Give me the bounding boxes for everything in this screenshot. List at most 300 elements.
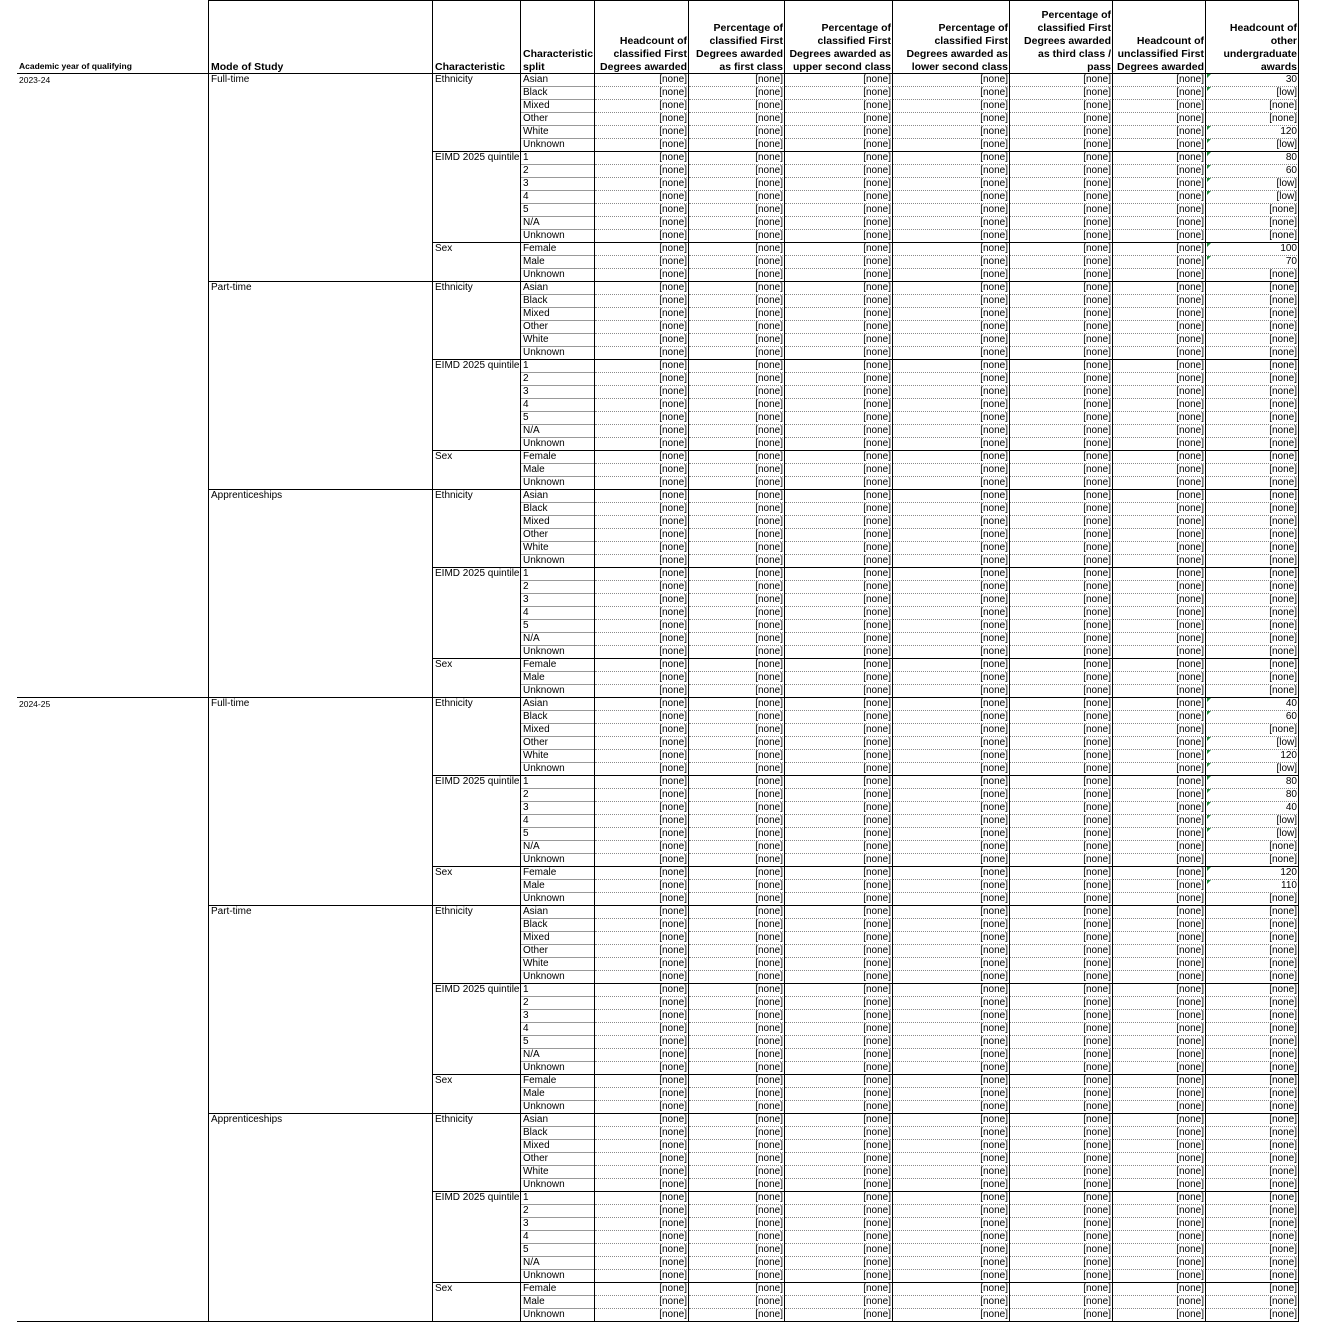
value-cell: [none] <box>893 1257 1010 1270</box>
value-cell: [none] <box>689 399 785 412</box>
value-cell: [none] <box>689 1127 785 1140</box>
value-cell: [none] <box>1113 295 1206 308</box>
value-cell: [none] <box>595 165 689 178</box>
value-cell: 110 <box>1206 880 1299 893</box>
table-row <box>17 126 1299 139</box>
value-cell: [none] <box>893 1218 1010 1231</box>
value-cell: [none] <box>1010 659 1113 672</box>
value-cell: [none] <box>893 451 1010 464</box>
value-cell: [none] <box>893 1296 1010 1309</box>
table-row <box>17 841 1299 854</box>
value-cell: [none] <box>1113 178 1206 191</box>
value-cell: [none] <box>689 1309 785 1322</box>
value-cell: [none] <box>785 659 893 672</box>
value-cell: [none] <box>595 724 689 737</box>
value-cell: [none] <box>1113 1244 1206 1257</box>
value-cell: [none] <box>785 581 893 594</box>
value-cell: [none] <box>1010 542 1113 555</box>
value-cell: [none] <box>689 1062 785 1075</box>
value-cell: [none] <box>689 425 785 438</box>
value-cell: [none] <box>689 1296 785 1309</box>
comment-flag-icon <box>1207 178 1211 182</box>
value-cell: [none] <box>689 1283 785 1296</box>
value-cell: [none] <box>1113 1296 1206 1309</box>
characteristic-split: 1 <box>521 152 595 165</box>
value-cell: [none] <box>595 659 689 672</box>
value-cell: [none] <box>1113 737 1206 750</box>
value-cell: [none] <box>689 555 785 568</box>
value-cell: [none] <box>1010 451 1113 464</box>
value-cell: [none] <box>595 386 689 399</box>
row-divider <box>433 1282 1299 1283</box>
value-cell: [none] <box>893 750 1010 763</box>
value-cell: [none] <box>893 659 1010 672</box>
value-cell: [none] <box>595 1062 689 1075</box>
characteristic-split: 4 <box>521 1231 595 1244</box>
value-cell: [none] <box>893 620 1010 633</box>
value-cell: [none] <box>1113 438 1206 451</box>
value-cell: [none] <box>1206 607 1299 620</box>
value-cell: [none] <box>1113 1257 1206 1270</box>
row-divider <box>433 567 1299 568</box>
value-cell: [none] <box>595 854 689 867</box>
value-cell: [none] <box>1010 516 1113 529</box>
column-divider <box>1112 0 1113 1322</box>
characteristic-split: 3 <box>521 178 595 191</box>
characteristic-split: 5 <box>521 620 595 633</box>
characteristic-split: Other <box>521 529 595 542</box>
characteristic-split: White <box>521 334 595 347</box>
comment-flag-icon <box>1207 880 1211 884</box>
value-cell: [none] <box>1113 815 1206 828</box>
value-cell: [none] <box>595 477 689 490</box>
characteristic-split: Unknown <box>521 1309 595 1322</box>
value-cell: [none] <box>893 581 1010 594</box>
value-cell: [none] <box>1206 334 1299 347</box>
value-cell: [none] <box>1113 1231 1206 1244</box>
value-cell: [none] <box>785 1296 893 1309</box>
characteristic-split: Unknown <box>521 685 595 698</box>
value-cell: [none] <box>785 399 893 412</box>
comment-flag-icon <box>1207 87 1211 91</box>
table-row <box>17 984 1299 997</box>
value-cell: [none] <box>1206 217 1299 230</box>
column-divider <box>520 0 521 1322</box>
value-cell: [none] <box>1010 139 1113 152</box>
value-cell: [none] <box>1113 451 1206 464</box>
value-cell: [none] <box>893 1205 1010 1218</box>
value-cell: [none] <box>785 685 893 698</box>
characteristic-split: Male <box>521 1088 595 1101</box>
characteristic-split: 1 <box>521 568 595 581</box>
characteristic-label: Ethnicity <box>435 74 473 85</box>
value-cell: [none] <box>689 854 785 867</box>
header-measure-1-text: Headcount of classified First Degrees awarded <box>600 35 687 73</box>
value-cell: [none] <box>1010 568 1113 581</box>
value-cell: [none] <box>1010 360 1113 373</box>
value-cell: [none] <box>785 737 893 750</box>
value-cell: [none] <box>595 334 689 347</box>
value-cell: [none] <box>689 152 785 165</box>
value-cell: [none] <box>595 217 689 230</box>
table-row <box>17 867 1299 880</box>
value-cell: [none] <box>1113 425 1206 438</box>
value-cell: [none] <box>1113 763 1206 776</box>
value-cell: [none] <box>785 893 893 906</box>
value-cell: [none] <box>595 971 689 984</box>
value-cell: [none] <box>1113 880 1206 893</box>
characteristic-label: Ethnicity <box>435 698 473 709</box>
value-cell: [none] <box>689 880 785 893</box>
value-cell: [none] <box>595 243 689 256</box>
value-cell: [none] <box>595 1218 689 1231</box>
column-divider <box>688 0 689 1322</box>
value-cell: [none] <box>785 854 893 867</box>
header-measure-3 <box>785 0 893 74</box>
value-cell: [none] <box>1113 399 1206 412</box>
value-cell: [none] <box>785 334 893 347</box>
value-cell: [none] <box>785 516 893 529</box>
value-cell: [none] <box>1010 230 1113 243</box>
value-cell: [none] <box>1010 607 1113 620</box>
value-cell: 120 <box>1206 750 1299 763</box>
value-cell: [none] <box>689 750 785 763</box>
value-cell: [none] <box>1113 308 1206 321</box>
value-cell: [none] <box>1113 555 1206 568</box>
value-cell: [none] <box>1113 1075 1206 1088</box>
value-cell: [none] <box>1010 1153 1113 1166</box>
table-body <box>17 74 1299 1322</box>
table-row <box>17 672 1299 685</box>
value-cell: [none] <box>1113 698 1206 711</box>
value-cell: [none] <box>893 100 1010 113</box>
value-cell: [none] <box>893 854 1010 867</box>
table-row <box>17 828 1299 841</box>
value-cell: [none] <box>1113 100 1206 113</box>
value-cell: [none] <box>785 165 893 178</box>
value-cell: [none] <box>785 932 893 945</box>
characteristic-split: Black <box>521 919 595 932</box>
value-cell: [none] <box>785 568 893 581</box>
value-cell: [none] <box>893 1127 1010 1140</box>
value-cell: [none] <box>893 256 1010 269</box>
value-cell: [none] <box>595 373 689 386</box>
value-cell: [none] <box>785 243 893 256</box>
value-cell: [none] <box>595 581 689 594</box>
value-cell: [none] <box>1113 321 1206 334</box>
value-cell: [none] <box>1206 399 1299 412</box>
value-cell: [none] <box>785 373 893 386</box>
value-cell: [none] <box>1010 529 1113 542</box>
value-cell: [none] <box>595 984 689 997</box>
value-cell: [none] <box>785 919 893 932</box>
value-cell: [none] <box>785 1257 893 1270</box>
characteristic-split: White <box>521 958 595 971</box>
value-cell: [none] <box>689 295 785 308</box>
row-divider <box>433 658 1299 659</box>
comment-flag-icon <box>1207 802 1211 806</box>
header-measure-3-text: Percentage of classified First Degrees awarded as upper second class <box>789 22 891 73</box>
value-cell: [none] <box>689 828 785 841</box>
value-cell: [none] <box>1206 542 1299 555</box>
value-cell: [none] <box>595 412 689 425</box>
value-cell: [none] <box>1206 451 1299 464</box>
value-cell: [none] <box>785 828 893 841</box>
value-cell: [none] <box>689 711 785 724</box>
value-cell: [none] <box>785 87 893 100</box>
value-cell: [none] <box>893 763 1010 776</box>
value-cell: [none] <box>785 724 893 737</box>
value-cell: [none] <box>1206 1231 1299 1244</box>
value-cell: [none] <box>1113 685 1206 698</box>
value-cell: [none] <box>689 126 785 139</box>
value-cell: [none] <box>893 282 1010 295</box>
characteristic-split: 3 <box>521 386 595 399</box>
value-cell: 80 <box>1206 152 1299 165</box>
characteristic-split: Mixed <box>521 1140 595 1153</box>
value-cell: [none] <box>595 555 689 568</box>
value-cell: [none] <box>595 295 689 308</box>
value-cell: [none] <box>1113 1179 1206 1192</box>
value-cell: [none] <box>1113 282 1206 295</box>
row-divider <box>433 1191 1299 1192</box>
value-cell: [none] <box>595 1309 689 1322</box>
mode-label: Part-time <box>211 282 252 293</box>
value-cell: [none] <box>893 269 1010 282</box>
value-cell: [none] <box>595 672 689 685</box>
value-cell: [none] <box>1010 1140 1113 1153</box>
value-cell: [none] <box>1010 74 1113 87</box>
value-cell: [none] <box>893 126 1010 139</box>
table-row <box>17 958 1299 971</box>
value-cell: [none] <box>1010 1101 1113 1114</box>
value-cell: [none] <box>893 1049 1010 1062</box>
value-cell: [none] <box>1010 1127 1113 1140</box>
value-cell: [none] <box>1113 191 1206 204</box>
value-cell: [none] <box>1206 659 1299 672</box>
value-cell: [none] <box>689 74 785 87</box>
table-row <box>17 802 1299 815</box>
table-row <box>17 373 1299 386</box>
value-cell: [none] <box>1206 1270 1299 1283</box>
value-cell: [none] <box>785 945 893 958</box>
characteristic-split: 4 <box>521 815 595 828</box>
value-cell: [none] <box>595 685 689 698</box>
value-cell: [none] <box>1010 698 1113 711</box>
value-cell: [none] <box>689 1244 785 1257</box>
value-cell: [none] <box>689 1153 785 1166</box>
value-cell: [none] <box>1113 1218 1206 1231</box>
value-cell: [none] <box>595 425 689 438</box>
value-cell: [none] <box>893 815 1010 828</box>
value-cell: [none] <box>595 1283 689 1296</box>
value-cell: [none] <box>689 269 785 282</box>
value-cell: [none] <box>893 113 1010 126</box>
value-cell: [none] <box>595 399 689 412</box>
value-cell: [none] <box>595 321 689 334</box>
value-cell: [none] <box>1010 178 1113 191</box>
characteristic-split: Asian <box>521 698 595 711</box>
value-cell: [none] <box>1010 555 1113 568</box>
value-cell: [none] <box>689 464 785 477</box>
value-cell: [none] <box>595 607 689 620</box>
comment-flag-icon <box>1207 126 1211 130</box>
value-cell: [none] <box>1113 87 1206 100</box>
value-cell: [none] <box>785 126 893 139</box>
value-cell: [none] <box>595 789 689 802</box>
value-cell: [none] <box>1206 1114 1299 1127</box>
characteristic-split: White <box>521 126 595 139</box>
comment-flag-icon <box>1207 763 1211 767</box>
row-divider <box>433 450 1299 451</box>
value-cell: [none] <box>893 425 1010 438</box>
table-row <box>17 1049 1299 1062</box>
value-cell: [none] <box>595 1127 689 1140</box>
value-cell: [none] <box>785 841 893 854</box>
value-cell: [none] <box>689 1010 785 1023</box>
table-row <box>17 581 1299 594</box>
value-cell: [none] <box>1206 997 1299 1010</box>
value-cell: [none] <box>689 321 785 334</box>
value-cell: [none] <box>1113 1166 1206 1179</box>
value-cell: [none] <box>1010 1205 1113 1218</box>
value-cell: [none] <box>893 542 1010 555</box>
value-cell: [none] <box>689 139 785 152</box>
value-cell: [none] <box>595 360 689 373</box>
value-cell: [none] <box>1113 568 1206 581</box>
value-cell: [none] <box>785 100 893 113</box>
column-divider <box>1298 0 1299 1322</box>
value-cell: [none] <box>785 633 893 646</box>
value-cell: [none] <box>1206 1101 1299 1114</box>
value-cell: [none] <box>1206 555 1299 568</box>
value-cell: [none] <box>785 438 893 451</box>
value-cell: [none] <box>1010 1231 1113 1244</box>
characteristic-label: Ethnicity <box>435 906 473 917</box>
value-cell: 120 <box>1206 126 1299 139</box>
value-cell: [none] <box>1113 854 1206 867</box>
value-cell: [none] <box>1113 1153 1206 1166</box>
table-row <box>17 607 1299 620</box>
characteristic-label: Sex <box>435 659 453 670</box>
value-cell: [none] <box>1010 191 1113 204</box>
value-cell: [none] <box>893 984 1010 997</box>
column-divider <box>208 0 209 1322</box>
value-cell: [none] <box>689 763 785 776</box>
value-cell: [none] <box>1206 477 1299 490</box>
value-cell: [none] <box>1206 854 1299 867</box>
value-cell: [none] <box>785 464 893 477</box>
value-cell: [none] <box>595 139 689 152</box>
value-cell: [none] <box>1206 1179 1299 1192</box>
value-cell: [none] <box>1206 1036 1299 1049</box>
value-cell: [none] <box>893 334 1010 347</box>
value-cell: [none] <box>1113 984 1206 997</box>
value-cell: [none] <box>1113 594 1206 607</box>
header-measure-1 <box>595 0 689 74</box>
column-divider <box>784 0 785 1322</box>
characteristic-split: Unknown <box>521 646 595 659</box>
value-cell: [none] <box>785 360 893 373</box>
header-measure-2-text: Percentage of classified First Degrees awarded as first class <box>696 22 783 73</box>
comment-flag-icon <box>1207 139 1211 143</box>
value-cell: [none] <box>595 841 689 854</box>
table-row <box>17 1205 1299 1218</box>
characteristic-split: Unknown <box>521 1062 595 1075</box>
value-cell: [none] <box>893 373 1010 386</box>
value-cell: [none] <box>1206 1283 1299 1296</box>
characteristic-split: Mixed <box>521 516 595 529</box>
table-row <box>17 1010 1299 1023</box>
value-cell: [none] <box>1206 100 1299 113</box>
characteristic-label: Ethnicity <box>435 1114 473 1125</box>
characteristic-label: Ethnicity <box>435 282 473 293</box>
value-cell: [none] <box>785 139 893 152</box>
value-cell: [none] <box>1010 217 1113 230</box>
value-cell: [none] <box>1113 74 1206 87</box>
value-cell: [none] <box>595 178 689 191</box>
value-cell: [none] <box>893 698 1010 711</box>
value-cell: [none] <box>893 516 1010 529</box>
value-cell: [none] <box>689 776 785 789</box>
value-cell: [none] <box>689 373 785 386</box>
table-row <box>17 1283 1299 1296</box>
value-cell: [none] <box>1010 984 1113 997</box>
value-cell: [none] <box>893 165 1010 178</box>
characteristic-split: 5 <box>521 204 595 217</box>
value-cell: [none] <box>1010 256 1113 269</box>
value-cell: [none] <box>785 230 893 243</box>
header-measure-5-text: Percentage of classified First Degrees awarded as third class / pass <box>1024 9 1111 73</box>
characteristic-split: 3 <box>521 594 595 607</box>
table-row <box>17 204 1299 217</box>
value-cell: [none] <box>595 1231 689 1244</box>
value-cell: [none] <box>893 243 1010 256</box>
characteristic-split: Female <box>521 451 595 464</box>
value-cell: [none] <box>689 1257 785 1270</box>
value-cell: [none] <box>1113 607 1206 620</box>
value-cell: [none] <box>689 178 785 191</box>
value-cell: [none] <box>1113 490 1206 503</box>
table-row <box>17 217 1299 230</box>
value-cell: [none] <box>689 672 785 685</box>
value-cell: [none] <box>689 217 785 230</box>
value-cell: [none] <box>689 867 785 880</box>
value-cell: [none] <box>689 87 785 100</box>
value-cell: [none] <box>785 451 893 464</box>
value-cell: [none] <box>595 815 689 828</box>
table-row <box>17 776 1299 789</box>
value-cell: [none] <box>1010 321 1113 334</box>
value-cell: [none] <box>1113 893 1206 906</box>
value-cell: [none] <box>595 633 689 646</box>
comment-flag-icon <box>1207 711 1211 715</box>
value-cell: [none] <box>1010 1270 1113 1283</box>
value-cell: [none] <box>595 1296 689 1309</box>
column-divider <box>594 0 595 1322</box>
value-cell: [none] <box>1113 1010 1206 1023</box>
value-cell: [none] <box>1010 243 1113 256</box>
value-cell: [none] <box>893 893 1010 906</box>
value-cell: [none] <box>1113 1049 1206 1062</box>
mode-label: Full-time <box>211 698 250 709</box>
value-cell: [none] <box>785 321 893 334</box>
value-cell: [none] <box>595 906 689 919</box>
comment-flag-icon <box>1207 152 1211 156</box>
value-cell: [none] <box>893 672 1010 685</box>
characteristic-split: Other <box>521 113 595 126</box>
value-cell: [none] <box>1113 386 1206 399</box>
